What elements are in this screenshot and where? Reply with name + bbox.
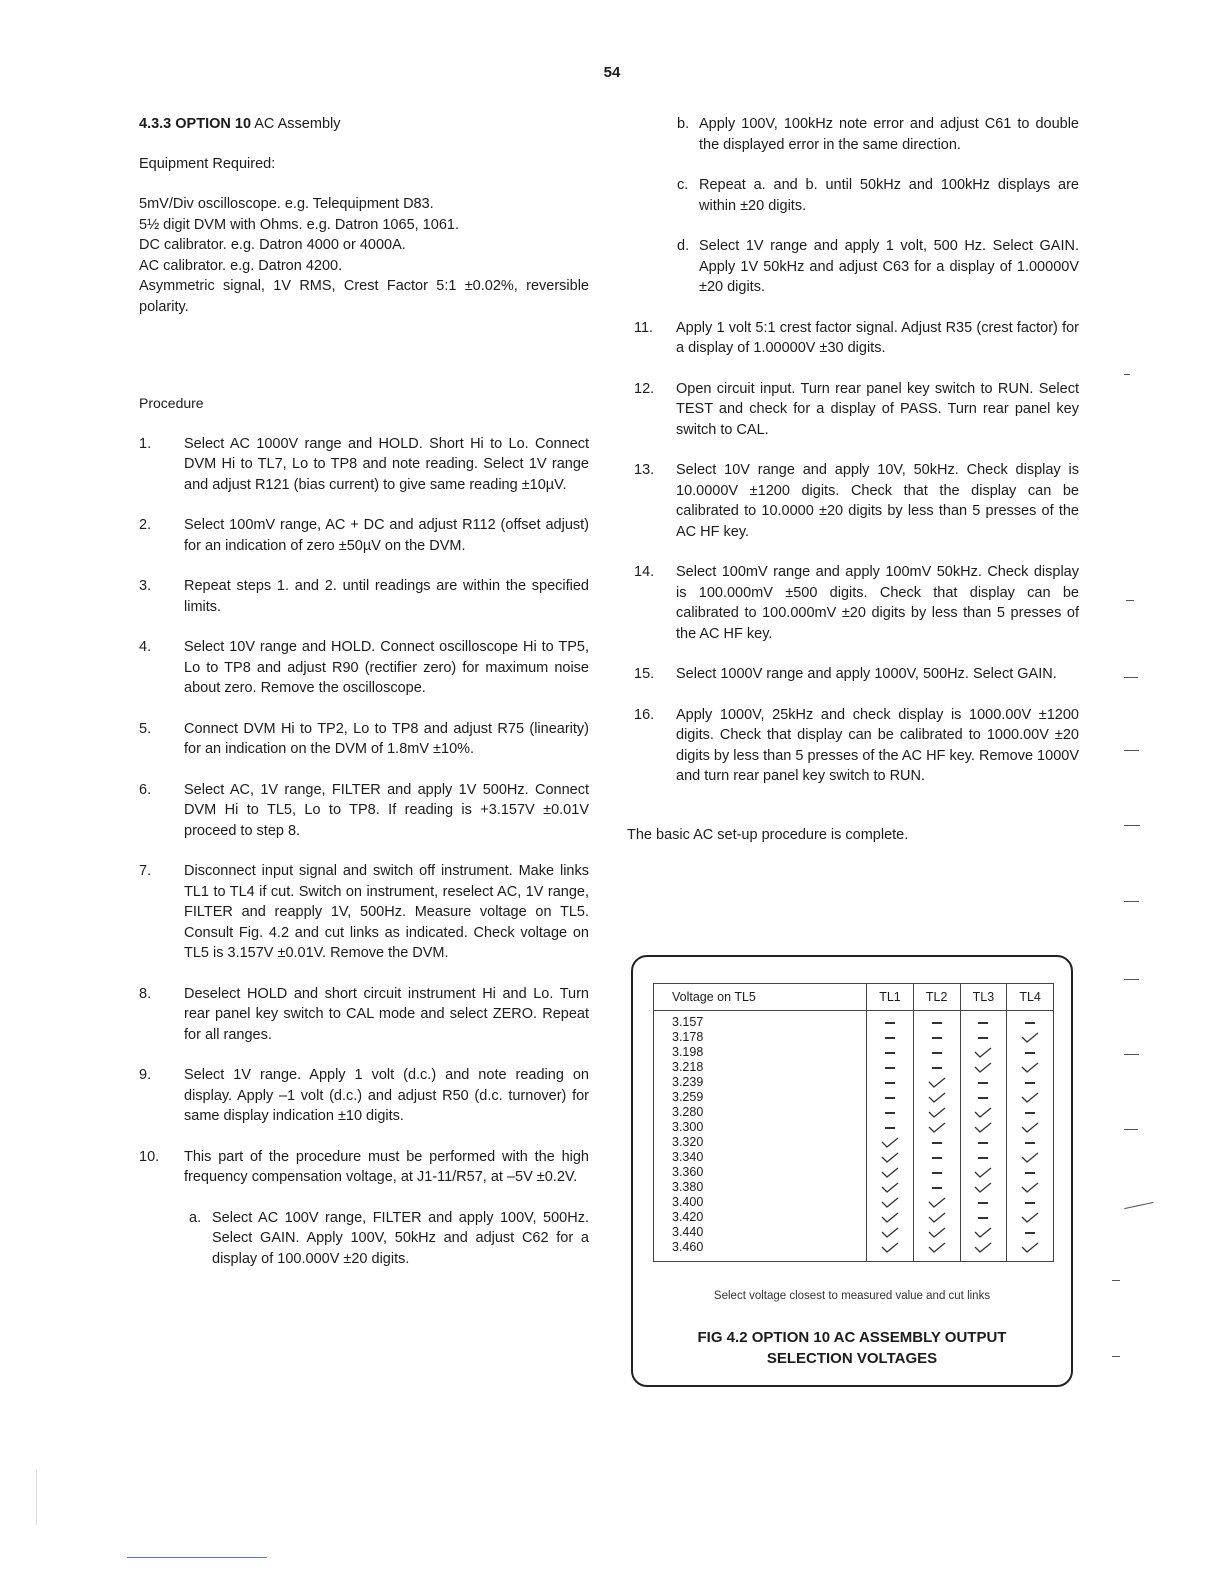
link-cell <box>867 1105 914 1120</box>
equipment-item: AC calibrator. e.g. Datron 4200. <box>139 257 343 274</box>
keep-dash-icon <box>1025 1172 1035 1174</box>
margin-mark <box>1126 600 1134 601</box>
link-cell <box>867 1090 914 1105</box>
step-text: Select 10V range and apply 10V, 50kHz. Check display is 10.0000V ±1200 digits. Check that the display can be calibrated to 10.0000 ±20 digits by less than 5 presses of the AC HF key. <box>676 462 1079 540</box>
procedure-step <box>627 460 1079 542</box>
substep-text: Apply 100V, 100kHz note error and adjust C61 to double the displayed error in the same direction. <box>699 116 1079 153</box>
link-cell <box>1007 1030 1054 1045</box>
keep-dash-icon <box>1025 1082 1035 1084</box>
keep-dash-icon <box>978 1157 988 1159</box>
cut-tick-icon <box>927 1241 947 1254</box>
cut-tick-icon <box>927 1196 947 1209</box>
substep-text: Select 1V range and apply 1 volt, 500 Hz. Select GAIN. Apply 1V 50kHz and adjust C63 for a display of 1.00000V ±20 digits. <box>699 238 1079 295</box>
cut-tick-icon <box>880 1151 900 1164</box>
cut-tick-icon <box>927 1226 947 1239</box>
link-cell <box>1007 1165 1054 1180</box>
voltage-cell: 3.218 <box>654 1060 867 1075</box>
link-cell <box>960 1060 1007 1075</box>
figure-caption-line: FIG 4.2 OPTION 10 AC ASSEMBLY OUTPUT <box>697 1329 1007 1346</box>
link-cell <box>1007 1225 1054 1240</box>
link-cell <box>913 1090 960 1105</box>
cut-tick-icon <box>927 1106 947 1119</box>
procedure-step <box>139 576 589 617</box>
link-cell <box>913 1120 960 1135</box>
link-cell <box>1007 1240 1054 1262</box>
step-number: 1. <box>139 435 152 452</box>
step-number: 6. <box>139 781 152 798</box>
step-number: 16. <box>634 706 655 723</box>
procedure-step <box>139 719 589 760</box>
footer-line <box>127 1557 267 1558</box>
keep-dash-icon <box>932 1052 942 1054</box>
procedure-substep <box>627 175 1079 216</box>
margin-mark <box>1124 901 1139 902</box>
section-title-rest: AC Assembly <box>251 116 341 132</box>
voltage-cell: 3.360 <box>654 1165 867 1180</box>
step-text: This part of the procedure must be performed with the high frequency compensation voltage, at J1-11/R57, at –5V ±0.2V. <box>184 1148 589 1185</box>
step-text: Select 1V range. Apply 1 volt (d.c.) and note reading on display. Apply –1 volt (d.c.) and adjust R50 (d.c. turnover) for same display indication ±10 digits. <box>184 1067 589 1124</box>
equipment-list <box>139 194 589 317</box>
cut-tick-icon <box>973 1181 993 1194</box>
cut-tick-icon <box>973 1046 993 1059</box>
table-row <box>654 1105 1054 1120</box>
substep-letter: a. <box>189 1209 202 1226</box>
figure-caption-line: SELECTION VOLTAGES <box>766 1350 938 1367</box>
link-cell <box>867 1195 914 1210</box>
cut-tick-icon <box>1020 1031 1040 1044</box>
link-cell <box>913 1030 960 1045</box>
link-cell <box>867 1060 914 1075</box>
table-row <box>654 1195 1054 1210</box>
link-cell <box>1007 1060 1054 1075</box>
cut-tick-icon <box>1020 1091 1040 1104</box>
voltage-cell: 3.300 <box>654 1120 867 1135</box>
table-row <box>654 1135 1054 1150</box>
voltage-cell: 3.340 <box>654 1150 867 1165</box>
link-cell <box>1007 1045 1054 1060</box>
step-text: Open circuit input. Turn rear panel key switch to RUN. Select TEST and check for a display of PASS. Turn rear panel key switch to CAL. <box>676 380 1079 438</box>
table-row <box>654 1060 1054 1075</box>
cut-tick-icon <box>973 1061 993 1074</box>
link-cell <box>913 1180 960 1195</box>
step-text: Disconnect input signal and switch off instrument. Make links TL1 to TL4 if cut. Switch on instrument, reselect AC, 1V range, FILTER and reapply 1V, 500Hz. Measure voltage on TL5. Consult Fig. 4.2 and cut links as indicated. Check voltage on TL5 is 3.157V ±0.01V. Remove the DVM. <box>184 863 589 961</box>
column-header: TL2 <box>913 984 960 1011</box>
step-number: 3. <box>139 578 152 594</box>
keep-dash-icon <box>978 1082 988 1084</box>
keep-dash-icon <box>885 1082 895 1084</box>
cut-tick-icon <box>880 1196 900 1209</box>
table-row <box>654 1045 1054 1060</box>
keep-dash-icon <box>932 1157 942 1159</box>
substep-letter: b. <box>677 116 690 132</box>
procedure-step <box>627 664 1079 685</box>
keep-dash-icon <box>1025 1052 1035 1054</box>
table-row <box>654 1150 1054 1165</box>
step-number: 11. <box>634 319 654 336</box>
voltage-cell: 3.440 <box>654 1225 867 1240</box>
keep-dash-icon <box>932 1142 942 1144</box>
table-row <box>654 1165 1054 1180</box>
keep-dash-icon <box>932 1022 942 1024</box>
procedure-step <box>139 515 589 556</box>
keep-dash-icon <box>1025 1142 1035 1144</box>
table-row <box>654 1030 1054 1045</box>
link-cell <box>960 1210 1007 1225</box>
voltage-cell: 3.198 <box>654 1045 867 1060</box>
cut-tick-icon <box>880 1211 900 1224</box>
step-number: 15. <box>634 666 655 682</box>
column-header: Voltage on TL5 <box>654 984 867 1011</box>
cut-tick-icon <box>973 1166 993 1179</box>
link-cell <box>913 1011 960 1031</box>
link-cell <box>1007 1011 1054 1031</box>
step-text: Select 1000V range and apply 1000V, 500Hz. Select GAIN. <box>676 666 1057 682</box>
link-cell <box>1007 1135 1054 1150</box>
margin-mark <box>1112 1356 1120 1357</box>
margin-mark <box>1124 979 1139 980</box>
table-header-row <box>654 984 1054 1011</box>
scan-edge-line <box>36 1470 37 1525</box>
keep-dash-icon <box>932 1037 942 1039</box>
link-cell <box>960 1045 1007 1060</box>
keep-dash-icon <box>978 1217 988 1219</box>
keep-dash-icon <box>978 1202 988 1204</box>
procedure-substep <box>627 236 1079 298</box>
cut-tick-icon <box>927 1211 947 1224</box>
link-cell <box>1007 1180 1054 1195</box>
keep-dash-icon <box>932 1172 942 1174</box>
page-number: 54 <box>603 64 621 81</box>
step-text: Apply 1000V, 25kHz and check display is 1000.00V ±1200 digits. Check that display can be calibrated to 1000.00V ±20 digits by less than 5 presses of the AC HF key. Remove 1000V and turn rear panel key switch to RUN. <box>676 706 1079 784</box>
cut-tick-icon <box>1020 1181 1040 1194</box>
link-cell <box>1007 1075 1054 1090</box>
voltage-cell: 3.178 <box>654 1030 867 1045</box>
keep-dash-icon <box>885 1097 895 1099</box>
figure-box <box>631 955 1073 1387</box>
keep-dash-icon <box>885 1022 895 1024</box>
step-number: 5. <box>139 720 152 737</box>
margin-mark <box>1124 750 1139 751</box>
cut-tick-icon <box>1020 1151 1040 1164</box>
link-cell <box>1007 1105 1054 1120</box>
step-number: 2. <box>139 517 152 533</box>
margin-mark <box>1124 1129 1138 1130</box>
link-cell <box>867 1011 914 1031</box>
procedure-step <box>139 1065 589 1127</box>
step-text: Connect DVM Hi to TP2, Lo to TP8 and adjust R75 (linearity) for an indication on the DVM of 1.8mV ±10%. <box>184 720 589 757</box>
link-cell <box>867 1045 914 1060</box>
procedure-step <box>627 705 1079 787</box>
equipment-item: Asymmetric signal, 1V RMS, Crest Factor 5:1 ±0.02%, reversible polarity. <box>139 278 589 315</box>
procedure-step <box>139 434 589 496</box>
link-cell <box>960 1075 1007 1090</box>
procedure-step <box>627 562 1079 644</box>
keep-dash-icon <box>1025 1022 1035 1024</box>
procedure-step <box>627 318 1079 359</box>
link-cell <box>913 1225 960 1240</box>
left-column <box>139 114 589 1289</box>
column-header: TL1 <box>867 984 914 1011</box>
keep-dash-icon <box>978 1022 988 1024</box>
figure-caption <box>633 1327 1071 1369</box>
column-header: TL4 <box>1007 984 1054 1011</box>
step-text: Select AC 1000V range and HOLD. Short Hi to Lo. Connect DVM Hi to TL7, Lo to TP8 and note reading. Select 1V range and adjust R121 (bias current) to give same reading ±10µV. <box>184 435 589 493</box>
step-number: 10. <box>139 1148 160 1165</box>
link-cell <box>867 1030 914 1045</box>
step-number: 9. <box>139 1067 152 1083</box>
link-cell <box>913 1075 960 1090</box>
keep-dash-icon <box>932 1187 942 1189</box>
equipment-heading: Equipment Required: <box>139 155 276 172</box>
keep-dash-icon <box>1025 1112 1035 1114</box>
link-cell <box>867 1120 914 1135</box>
procedure-step <box>139 861 589 964</box>
cut-tick-icon <box>1020 1061 1040 1074</box>
link-cell <box>1007 1150 1054 1165</box>
substep-letter: c. <box>677 177 689 193</box>
margin-mark <box>1124 374 1130 375</box>
link-cell <box>913 1195 960 1210</box>
link-cell <box>913 1240 960 1262</box>
cut-tick-icon <box>973 1106 993 1119</box>
step-number: 12. <box>634 380 655 397</box>
link-cell <box>867 1225 914 1240</box>
cut-tick-icon <box>973 1241 993 1254</box>
section-title-bold: 4.3.3 OPTION 10 <box>139 116 252 132</box>
procedure-step <box>139 780 589 842</box>
cut-tick-icon <box>880 1136 900 1149</box>
voltage-cell: 3.320 <box>654 1135 867 1150</box>
link-cell <box>913 1060 960 1075</box>
table-row <box>654 1075 1054 1090</box>
equipment-item: DC calibrator. e.g. Datron 4000 or 4000A. <box>139 237 406 253</box>
keep-dash-icon <box>978 1037 988 1039</box>
cut-tick-icon <box>927 1076 947 1089</box>
link-cell <box>1007 1195 1054 1210</box>
keep-dash-icon <box>932 1067 942 1069</box>
cut-tick-icon <box>973 1121 993 1134</box>
voltage-cell: 3.380 <box>654 1180 867 1195</box>
substep-text: Select AC 100V range, FILTER and apply 100V, 500Hz. Select GAIN. Apply 100V, 50kHz and adjust C62 for a display of 100.000V ±20 digits. <box>212 1209 589 1267</box>
procedure-substep <box>627 114 1079 155</box>
link-cell <box>867 1165 914 1180</box>
selection-table <box>653 983 1054 1262</box>
table-row <box>654 1225 1054 1240</box>
voltage-cell: 3.420 <box>654 1210 867 1225</box>
procedure-step <box>139 637 589 699</box>
cut-tick-icon <box>1020 1211 1040 1224</box>
cut-tick-icon <box>927 1091 947 1104</box>
equipment-item: 5mV/Div oscilloscope. e.g. Telequipment D83. <box>139 196 434 212</box>
keep-dash-icon <box>978 1097 988 1099</box>
keep-dash-icon <box>885 1067 895 1069</box>
link-cell <box>913 1135 960 1150</box>
substep-letter: d. <box>677 238 690 254</box>
table-row <box>654 1240 1054 1262</box>
step-text: Apply 1 volt 5:1 crest factor signal. Adjust R35 (crest factor) for a display of 1.00000V ±30 digits. <box>676 319 1079 356</box>
table-row <box>654 1011 1054 1031</box>
procedure-step <box>627 379 1079 441</box>
link-cell <box>867 1135 914 1150</box>
step-text: Select 100mV range, AC + DC and adjust R112 (offset adjust) for an indication of zero ±50µV on the DVM. <box>184 517 589 554</box>
link-cell <box>867 1150 914 1165</box>
keep-dash-icon <box>885 1112 895 1114</box>
link-cell <box>960 1195 1007 1210</box>
step-text: Select 100mV range and apply 100mV 50kHz. Check display is 100.000mV ±500 digits. Check that display can be calibrated to 100.000mV ±20 digits by less than 5 presses of the AC HF key. <box>676 564 1079 642</box>
column-header: TL3 <box>960 984 1007 1011</box>
keep-dash-icon <box>885 1037 895 1039</box>
cut-tick-icon <box>880 1181 900 1194</box>
voltage-cell: 3.280 <box>654 1105 867 1120</box>
cut-tick-icon <box>927 1121 947 1134</box>
step-text: Deselect HOLD and short circuit instrument Hi and Lo. Turn rear panel key switch to CAL mode and select ZERO. Repeat for all ranges. <box>184 985 589 1043</box>
link-cell <box>867 1210 914 1225</box>
voltage-cell: 3.400 <box>654 1195 867 1210</box>
section-title <box>139 114 589 135</box>
procedure-heading: Procedure <box>139 395 204 411</box>
link-cell <box>960 1150 1007 1165</box>
margin-mark <box>1112 1280 1120 1281</box>
link-cell <box>960 1030 1007 1045</box>
cut-tick-icon <box>880 1226 900 1239</box>
cut-tick-icon <box>880 1241 900 1254</box>
keep-dash-icon <box>978 1142 988 1144</box>
link-cell <box>867 1180 914 1195</box>
keep-dash-icon <box>1025 1232 1035 1234</box>
link-cell <box>960 1240 1007 1262</box>
link-cell <box>960 1090 1007 1105</box>
cut-tick-icon <box>1020 1121 1040 1134</box>
cut-tick-icon <box>1020 1241 1040 1254</box>
link-cell <box>1007 1210 1054 1225</box>
table-row <box>654 1210 1054 1225</box>
link-cell <box>960 1120 1007 1135</box>
table-body <box>654 1011 1054 1262</box>
keep-dash-icon <box>885 1127 895 1129</box>
keep-dash-icon <box>1025 1202 1035 1204</box>
step-number: 7. <box>139 863 152 879</box>
link-cell <box>913 1210 960 1225</box>
table-row <box>654 1180 1054 1195</box>
equipment-item: 5½ digit DVM with Ohms. e.g. Datron 1065, 1061. <box>139 216 459 233</box>
procedure-step <box>139 1147 589 1188</box>
link-cell <box>960 1225 1007 1240</box>
step-number: 14. <box>634 564 655 580</box>
link-cell <box>960 1011 1007 1031</box>
step-number: 8. <box>139 985 152 1002</box>
margin-mark <box>1124 1054 1139 1055</box>
step-text: Repeat steps 1. and 2. until readings are within the specified limits. <box>184 578 589 615</box>
margin-mark <box>1124 825 1140 826</box>
step-text: Select 10V range and HOLD. Connect oscilloscope Hi to TP5, Lo to TP8 and adjust R90 (rectifier zero) for maximum noise about zero. Remove the oscilloscope. <box>184 639 589 696</box>
voltage-cell: 3.259 <box>654 1090 867 1105</box>
step-text: Select AC, 1V range, FILTER and apply 1V 500Hz. Connect DVM Hi to TL5, Lo to TP8. If reading is +3.157V ±0.01V proceed to step 8. <box>184 781 589 839</box>
cut-tick-icon <box>880 1166 900 1179</box>
procedure-substep <box>139 1208 589 1270</box>
link-cell <box>1007 1090 1054 1105</box>
link-cell <box>913 1105 960 1120</box>
figure-note: Select voltage closest to measured value and cut links <box>713 1290 991 1302</box>
step-number: 4. <box>139 639 152 655</box>
cut-tick-icon <box>973 1226 993 1239</box>
link-cell <box>960 1165 1007 1180</box>
link-cell <box>960 1135 1007 1150</box>
link-cell <box>913 1045 960 1060</box>
keep-dash-icon <box>885 1052 895 1054</box>
voltage-cell: 3.157 <box>654 1011 867 1031</box>
link-cell <box>867 1075 914 1090</box>
link-cell <box>1007 1120 1054 1135</box>
table-row <box>654 1090 1054 1105</box>
conclusion-text: The basic AC set-up procedure is complete. <box>627 826 909 843</box>
voltage-cell: 3.239 <box>654 1075 867 1090</box>
procedure-step <box>139 984 589 1046</box>
voltage-cell: 3.460 <box>654 1240 867 1262</box>
right-column <box>627 114 1079 845</box>
link-cell <box>960 1105 1007 1120</box>
link-cell <box>913 1165 960 1180</box>
margin-mark <box>1124 1202 1154 1209</box>
margin-mark <box>1124 677 1138 678</box>
link-cell <box>913 1150 960 1165</box>
substep-text: Repeat a. and b. until 50kHz and 100kHz displays are within ±20 digits. <box>699 177 1079 214</box>
table-row <box>654 1120 1054 1135</box>
link-cell <box>960 1180 1007 1195</box>
step-number: 13. <box>634 462 655 478</box>
link-cell <box>867 1240 914 1262</box>
